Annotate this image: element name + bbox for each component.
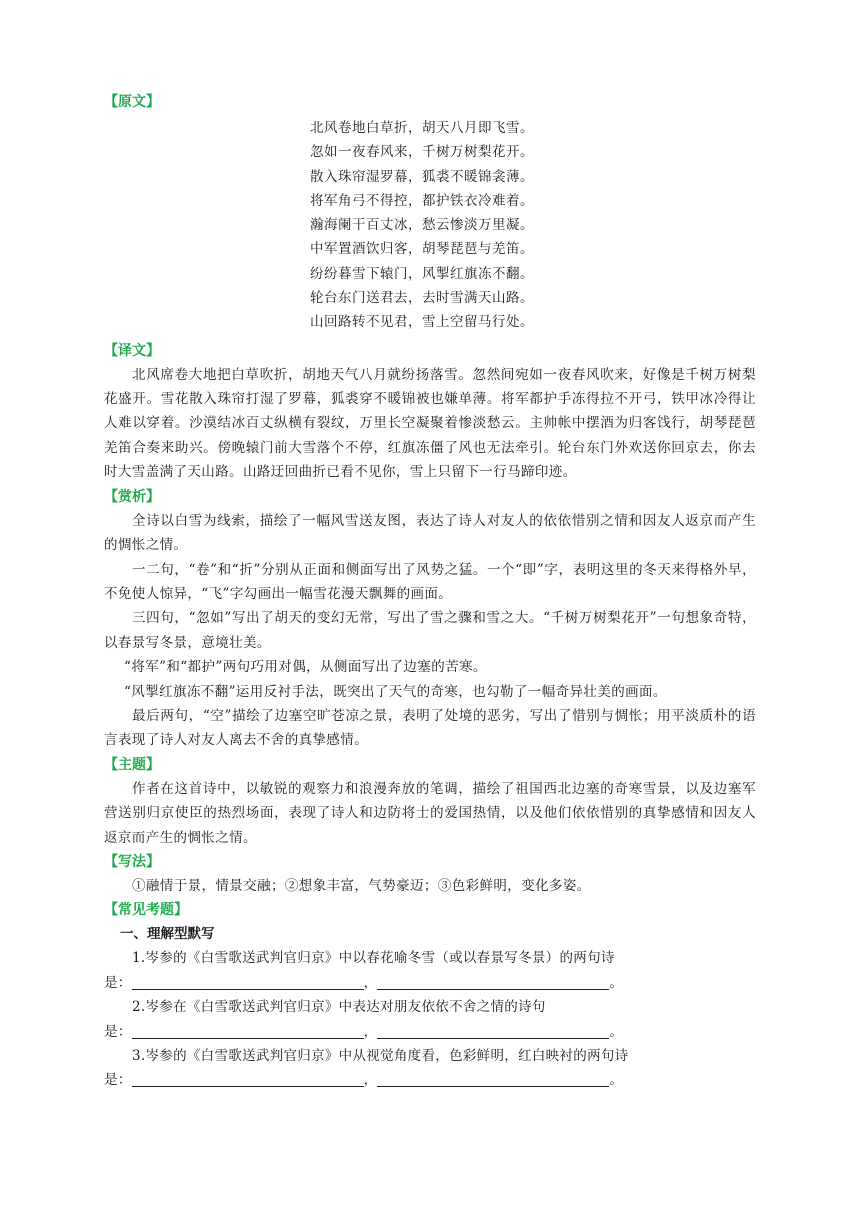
answer-separator: ， — [363, 1072, 378, 1089]
answer-blank[interactable] — [377, 1072, 609, 1087]
heading-exam: 【常见考题】 — [104, 902, 188, 919]
appreciation-paragraph: 一二句，“卷”和“折”分别从正面和侧面写出了风势之猛。一个“即”字，表明这里的冬天来得格外早，不免使人惊异，“飞”字勾画出一幅雪花漫天飘舞的画面。 — [104, 561, 756, 602]
answer-prefix: 是： — [104, 1072, 132, 1089]
heading-original: 【原文】 — [104, 94, 160, 110]
answer-prefix: 是： — [104, 974, 132, 991]
poem-line: 瀚海阑干百丈冰，愁云惨淡万里凝。 — [310, 217, 534, 234]
translation-text: 北风席卷大地把白草吹折，胡地天气八月就纷扬落雪。忽然间宛如一夜春风吹来，好像是千树万树梨花盛开。雪花散入珠帘打湿了罗幕，狐裘穿不暖锦被也嫌单薄。将军都护手冻得拉不开弓，铁甲冰冷得让人难以穿着。沙漠结冰百丈纵横有裂纹，万里长空凝聚着惨淡愁云。主帅帐中摆酒为归客饯行，胡琴琵琶羌笛合奏来助兴。傍晚辕门前大雪落个不停，红旗冻僵了风也无法牵引。轮台东门外欢送你回京去，你去时大雪盖满了天山路。山路迂回曲折已看不见你，雪上只留下一行马蹄印迹。 — [104, 366, 756, 481]
poem-line: 中军置酒饮归客，胡琴琵琶与羌笛。 — [310, 241, 534, 258]
poem-line: 山回路转不见君，雪上空留马行处。 — [310, 314, 534, 331]
heading-theme: 【主题】 — [104, 756, 160, 773]
answer-blank[interactable] — [132, 975, 364, 990]
answer-separator: ， — [363, 1023, 378, 1040]
question-prompt: 2.岑参在《白雪歌送武判官归京》中表达对朋友依依不舍之情的诗句 — [132, 999, 546, 1016]
appreciation-paragraph: 三四句，“忽如”写出了胡天的变幻无常，写出了雪之骤和雪之大。“千树万树梨花开”一句想象奇特，以春景写冬景，意境壮美。 — [104, 610, 756, 651]
answer-end: 。 — [609, 974, 624, 991]
poem-line: 北风卷地白草折，胡天八月即飞雪。 — [310, 120, 534, 136]
answer-blank[interactable] — [377, 975, 609, 990]
heading-appreciation: 【赏析】 — [104, 488, 160, 505]
answer-separator: ， — [363, 974, 378, 991]
answer-line — [104, 1068, 756, 1092]
appreciation-paragraph: “将军”和“都护”两句巧用对偶，从侧面写出了边塞的苦寒。 — [124, 659, 487, 676]
poem-line: 轮台东门送君去，去时雪满天山路。 — [310, 290, 534, 307]
heading-technique: 【写法】 — [104, 853, 160, 870]
answer-blank[interactable] — [377, 1024, 609, 1039]
question-prompt: 1.岑参的《白雪歌送武判官归京》中以春花喻冬雪（或以春景写冬景）的两句诗 — [132, 950, 615, 967]
question-3 — [104, 1044, 756, 1093]
answer-prefix: 是： — [104, 1023, 132, 1040]
answer-end: 。 — [609, 1072, 624, 1089]
poem-line: 散入珠帘湿罗幕，狐裘不暖锦衾薄。 — [310, 168, 534, 185]
question-2 — [104, 995, 756, 1044]
heading-translation: 【译文】 — [104, 342, 160, 359]
poem-line: 忽如一夜春风来，千树万树梨花开。 — [310, 144, 534, 161]
answer-line — [104, 971, 756, 995]
poem-line: 将军角弓不得控，都护铁衣冷难着。 — [310, 192, 534, 209]
answer-blank[interactable] — [132, 1072, 364, 1087]
question-1 — [104, 946, 756, 995]
poem-line: 纷纷暮雪下辕门，风掣红旗冻不翻。 — [310, 265, 534, 282]
answer-line — [104, 1020, 756, 1044]
question-prompt: 3.岑参的《白雪歌送武判官归京》中从视觉角度看，色彩鲜明，红白映衬的两句诗 — [132, 1048, 629, 1065]
answer-blank[interactable] — [132, 1024, 364, 1039]
theme-text: 作者在这首诗中，以敏锐的观察力和浪漫奔放的笔调，描绘了祖国西北边塞的奇寒雪景，以及边塞军营送别归京使臣的热烈场面，表现了诗人和边防将士的爱国热情，以及他们依依惜别的真挚感情和因友人返京而产生的惆怅之情。 — [104, 780, 756, 846]
technique-text: ①融情于景，情景交融；②想象丰富，气势豪迈；③色彩鲜明，变化多姿。 — [132, 877, 591, 894]
exam-subheading: 一、理解型默写 — [120, 926, 215, 943]
appreciation-paragraph: 最后两句，“空”描绘了边塞空旷苍凉之景，表明了处境的恶劣，写出了惜别与惆怅；用平淡质朴的语言表现了诗人对友人离去不舍的真挚感情。 — [104, 707, 756, 749]
appreciation-paragraph: “风掣红旗冻不翻”运用反衬手法，既突出了天气的奇寒，也勾勒了一幅奇异壮美的画面。 — [124, 683, 667, 700]
answer-end: 。 — [609, 1023, 624, 1040]
appreciation-paragraph: 全诗以白雪为线索，描绘了一幅风雪送友图，表达了诗人对友人的依依惜别之情和因友人返京而产生的惆怅之情。 — [104, 512, 756, 554]
poem — [310, 116, 756, 335]
